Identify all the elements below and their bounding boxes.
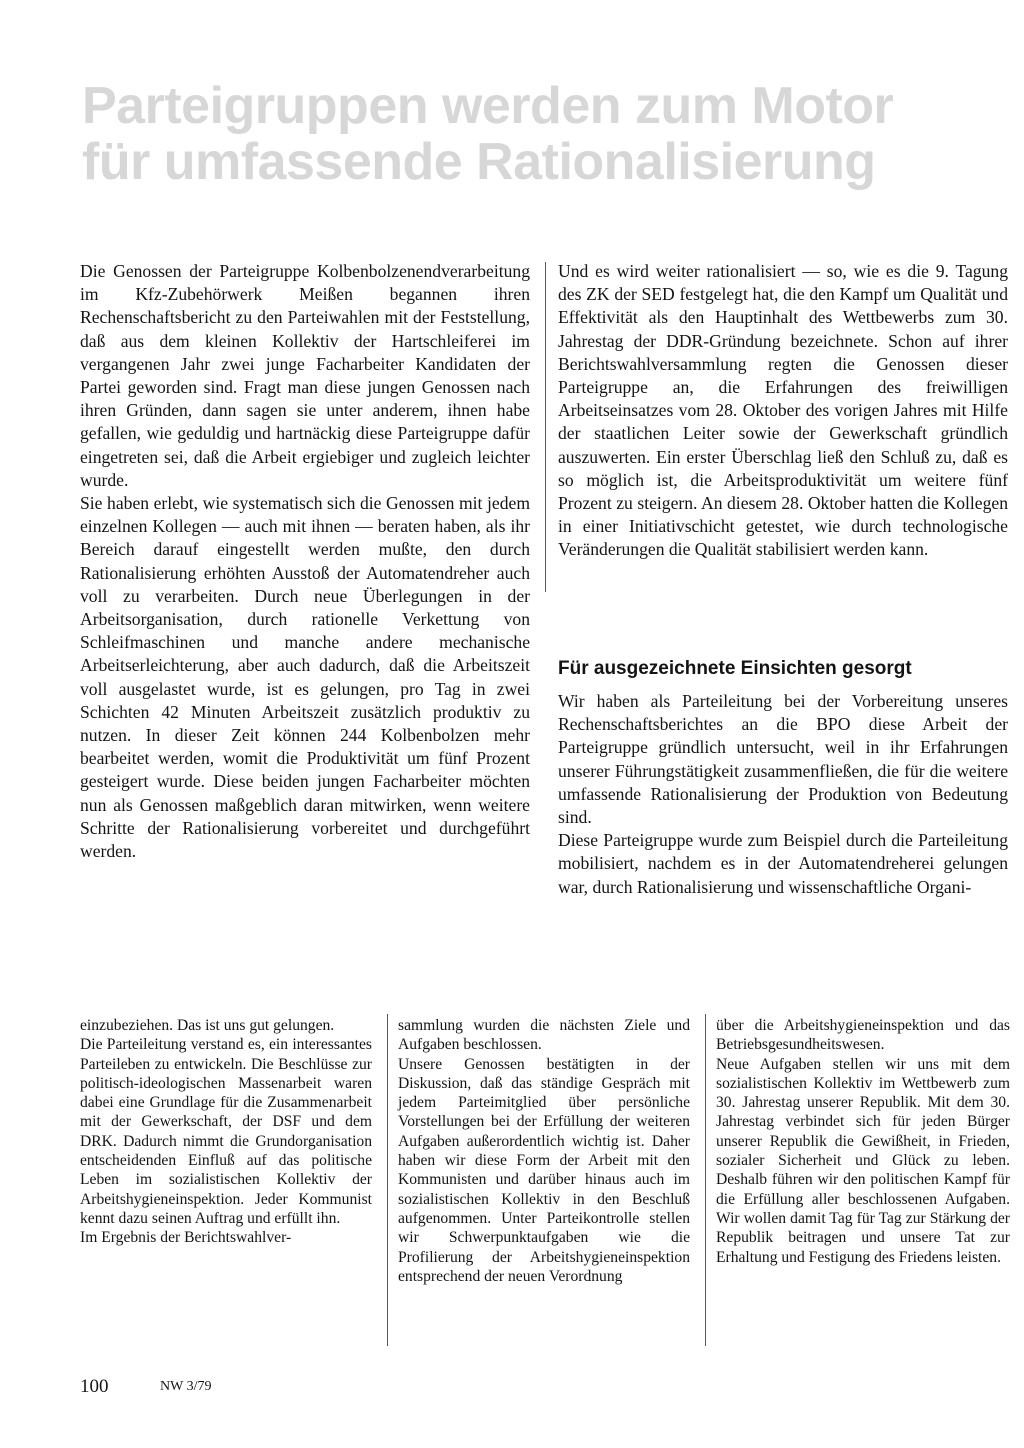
paragraph: Unsere Genossen bestätigten in der Diskussion, daß das ständige Gespräch mit jedem Parteimitglied über persönliche Vorstellungen bei der Erfüllung der weiteren Aufgaben außerordentlich wichtig ist. Daher haben wir diese Form der Arbeit mit den Kommunisten und darüber hinaus auch im sozialistischen Kollektiv in den Beschluß aufgenommen. Unter Parteikontrolle stellen wir Schwerpunktaufgaben wie die Profilierung der Arbeitshygieneinspektion entsprechend der neuen Verordnung	[398, 1055, 690, 1285]
section-subheading: Für ausgezeichnete Einsichten gesorgt	[558, 658, 912, 679]
paragraph: über die Arbeitshygieneinspektion und das Betriebsgesundheitswesen.	[716, 1017, 1010, 1054]
paragraph: Wir haben als Parteileitung bei der Vorbereitung unseres Rechenschaftsberichtes an die BPO diese Arbeit der Parteigruppe gründlich untersucht, weil in ihr Erfahrungen unserer Führungstätigkeit zusammenfließen, die für die weitere umfassende Rationalisierung der Produktion von Bedeutung sind.	[558, 691, 1008, 828]
paragraph: Diese Parteigruppe wurde zum Beispiel durch die Parteileitung mobilisiert, nachdem es in der Automatendreherei gelungen war, durch Rationalisierung und wissenschaftliche Organi-	[558, 830, 1008, 897]
issue-label: NW 3/79	[160, 1379, 212, 1394]
article-title	[82, 78, 962, 190]
page-number: 100	[80, 1376, 109, 1397]
column-divider	[545, 262, 546, 592]
paragraph: Im Ergebnis der Berichtswahlver-	[80, 1229, 292, 1247]
column-divider	[387, 1014, 388, 1346]
upper-left-column	[80, 260, 530, 863]
lower-column-1	[80, 1016, 372, 1248]
column-divider	[705, 1014, 706, 1346]
paragraph: einzubeziehen. Das ist uns gut gelungen.	[80, 1017, 335, 1034]
paragraph: sammlung wurden die nächsten Ziele und Aufgaben beschlossen.	[398, 1017, 690, 1054]
lower-column-3	[716, 1016, 1010, 1267]
upper-right-column	[558, 260, 1008, 562]
paragraph: Neue Aufgaben stellen wir uns mit dem sozialistischen Kollektiv im Wettbewerb zum 30. Jahrestag unserer Republik. Mit dem 30. Jahrestag verbindet sich für jeden Bürger unserer Republik die Gewißheit, in Frieden, sozialer Sicherheit und Glück zu leben. Deshalb führen wir den politischen Kampf für die Erfüllung aller beschlossenen Aufgaben. Wir wollen damit Tag für Tag zur Stärkung der Republik beitragen und unsere Tat zur Erhaltung und Festigung des Friedens leisten.	[716, 1055, 1010, 1266]
paragraph: Und es wird weiter rationalisiert — so, wie es die 9. Tagung des ZK der SED festgelegt hat, die den Kampf um Qualität und Effektivität als den Hauptinhalt des Wettbewerbs zum 30. Jahrestag der DDR-Gründung bezeichnete. Schon auf ihrer Berichtswahlversammlung regten die Genossen dieser Parteigruppe an, die Erfahrungen des freiwilligen Arbeitseinsatzes vom 28. Oktober des vorigen Jahres mit Hilfe der staatlichen Leiter sowie der Gewerkschaft gründlich auszuwerten. Ein erster Überschlag ließ den Schluß zu, daß es so möglich ist, die Arbeitsproduktivität um weitere fünf Prozent zu steigern. An diesem 28. Oktober hatten die Kollegen in einer Initiativschicht getestet, wie durch technologische Veränderungen die Qualität stabilisiert werden kann.	[558, 261, 1008, 560]
lower-column-2	[398, 1016, 690, 1286]
title-line-1: Parteigruppen werden zum Motor	[82, 77, 894, 135]
paragraph: Sie haben erlebt, wie systematisch sich die Genossen mit jedem einzelnen Kollegen — auch mit ihnen — beraten haben, als ihr Bereich darauf eingestellt werden mußte, den durch Rationalisierung erhöhten Ausstoß der Automatendreher auch voll zu verarbeiten. Durch neue Überlegungen in der Arbeitsorganisation, durch rationelle Verkettung von Schleifmaschinen und manche andere mechanische Arbeitserleichterung, aber auch dadurch, daß die Arbeitszeit voll ausgelastet wurde, ist es gelungen, pro Tag in zwei Schichten 42 Minuten Arbeitszeit zusätzlich produktiv zu nutzen. In dieser Zeit können 244 Kolbenbolzen mehr bearbeitet werden, womit die Produktivität um fünf Prozent gesteigert wurde. Diese beiden jungen Facharbeiter möchten nun als Genossen maßgeblich daran mitwirken, wenn weitere Schritte der Rationalisierung vorbereitet und durchgeführt werden.	[80, 493, 530, 862]
upper-right-column-continued	[558, 690, 1008, 899]
paragraph: Die Parteileitung verstand es, ein interessantes Parteileben zu entwickeln. Die Beschlüsse zur politisch-ideologischen Massenarbeit waren dabei eine Grundlage für die Zusammenarbeit mit der Gewerkschaft, der DSF und dem DRK. Dadurch nimmt die Grundorganisation entscheidenden Einfluß auf das politische Leben im sozialistischen Kollektiv der Arbeitshygieneinspektion. Jeder Kommunist kennt dazu seinen Auftrag und erfüllt ihn.	[80, 1036, 372, 1227]
paragraph: Die Genossen der Parteigruppe Kolbenbolzenendverarbeitung im Kfz-Zubehörwerk Meißen begannen ihren Rechenschaftsbericht zu den Parteiwahlen mit der Feststellung, daß aus dem kleinen Kollektiv der Hartschleiferei im vergangenen Jahr zwei junge Facharbeiter Kandidaten der Partei geworden sind. Fragt man diese jungen Genossen nach ihren Gründen, dann sagen sie unter anderem, ihnen habe gefallen, wie geduldig und hartnäckig diese Parteigruppe dafür eingetreten sei, daß die Arbeit ergiebiger und zugleich leichter wurde.	[80, 261, 530, 490]
title-line-2: für umfassende Rationalisierung	[82, 133, 876, 191]
